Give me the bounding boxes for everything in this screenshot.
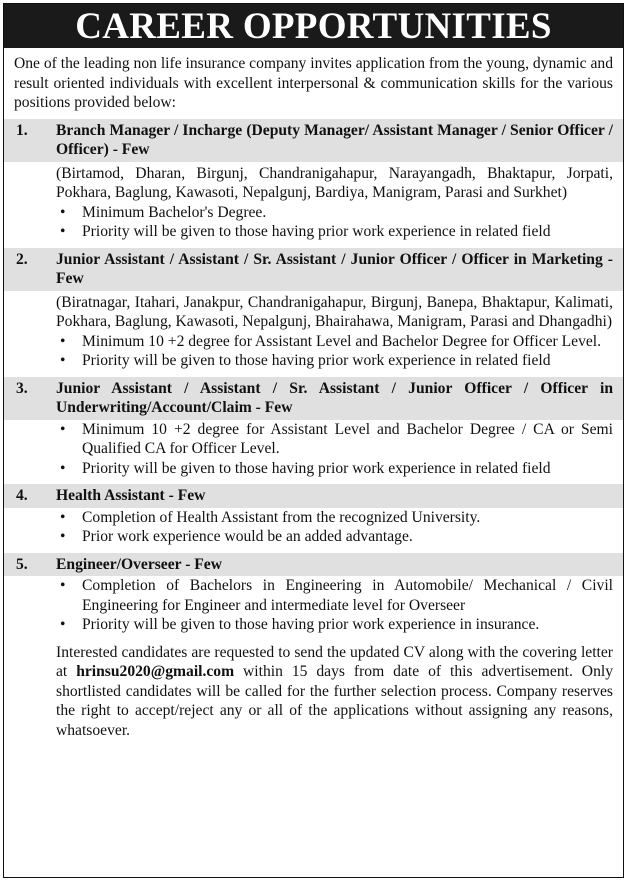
requirement-item: • Completion of Bachelors in Engineering in Automobile/ Mechanical / Civil Engineering for Engineer and intermediate level for Overseer xyxy=(56,576,613,615)
section-title: Branch Manager / Incharge (Deputy Manager/ Assistant Manager / Senior Officer / Officer) - Few xyxy=(56,121,613,158)
section-heading xyxy=(4,553,623,577)
section-title: Junior Assistant / Assistant / Sr. Assistant / Junior Officer / Officer in Underwriting/Account/Claim - Few xyxy=(56,379,613,416)
section-number: 3. xyxy=(16,379,28,397)
requirement-list xyxy=(4,420,623,479)
closing-paragraph xyxy=(4,635,623,741)
position-section xyxy=(4,248,623,371)
section-heading xyxy=(4,484,623,508)
section-heading xyxy=(4,248,623,291)
page-title: CAREER OPPORTUNITIES xyxy=(75,6,552,47)
requirement-item: • Priority will be given to those having prior work experience in related field xyxy=(56,351,613,371)
location-list: (Biratnagar, Itahari, Janakpur, Chandranigahapur, Birgunj, Banepa, Bhaktapur, Kalimati, Pokhara, Baglung, Kawasoti, Nepalgunj, Bhairahawa, Manigram, Parasi and Dhangadhi) xyxy=(56,293,613,330)
section-title: Health Assistant - Few xyxy=(56,487,206,504)
section-title: Junior Assistant / Assistant / Sr. Assistant / Junior Officer / Officer in Marketing - Few xyxy=(56,250,613,287)
section-heading xyxy=(4,377,623,420)
section-heading xyxy=(4,119,623,162)
position-section xyxy=(4,553,623,635)
position-section xyxy=(4,377,623,479)
section-number: 2. xyxy=(16,250,28,268)
requirement-item: • Priority will be given to those having prior work experience in related field xyxy=(56,459,613,479)
closing-text: Interested candidates are requested to send the updated CV along with the covering letter at xyxy=(56,643,613,680)
requirement-list xyxy=(4,576,623,635)
requirement-item: • Priority will be given to those having prior work experience in insurance. xyxy=(56,615,613,635)
requirement-item: • Completion of Health Assistant from the recognized University. xyxy=(56,508,613,528)
intro-paragraph: One of the leading non life insurance company invites application from the young, dynamic and result oriented individuals with excellent interpersonal & communication skills for the various positions provided below: xyxy=(14,55,613,111)
location-list: (Birtamod, Dharan, Birgunj, Chandranigahapur, Narayangadh, Bhaktapur, Jorpati, Pokhara, Baglung, Kawasoti, Nepalgunj, Bardiya, Manigram, Parasi and Surkhet) xyxy=(56,164,613,201)
requirement-list xyxy=(4,508,623,547)
contact-email: hrinsu2020@gmail.com xyxy=(76,663,235,680)
closing-text: within 15 days from date of this advertisement. Only shortlisted candidates will be called for the further selection process. Company reserves the right to accept/reject any or all of the applications without assigning any reasons, whatsoever. xyxy=(56,663,613,739)
requirement-item: • Prior work experience would be an added advantage. xyxy=(56,527,613,547)
requirement-list xyxy=(4,203,623,242)
section-number: 5. xyxy=(16,555,28,573)
requirement-item: • Minimum 10 +2 degree for Assistant Level and Bachelor Degree / CA or Semi Qualified CA for Officer Level. xyxy=(56,420,613,459)
requirement-item: • Minimum 10 +2 degree for Assistant Level and Bachelor Degree for Officer Level. xyxy=(56,332,613,352)
requirement-item: • Minimum Bachelor's Degree. xyxy=(56,203,613,223)
requirement-item: • Priority will be given to those having prior work experience in related field xyxy=(56,222,613,242)
position-section xyxy=(4,484,623,547)
section-number: 4. xyxy=(16,487,28,504)
position-section xyxy=(4,119,623,242)
section-title: Engineer/Overseer - Few xyxy=(56,555,222,573)
section-number: 1. xyxy=(16,121,28,139)
requirement-list xyxy=(4,332,623,371)
career-advertisement xyxy=(3,3,624,878)
header-banner xyxy=(4,4,623,48)
